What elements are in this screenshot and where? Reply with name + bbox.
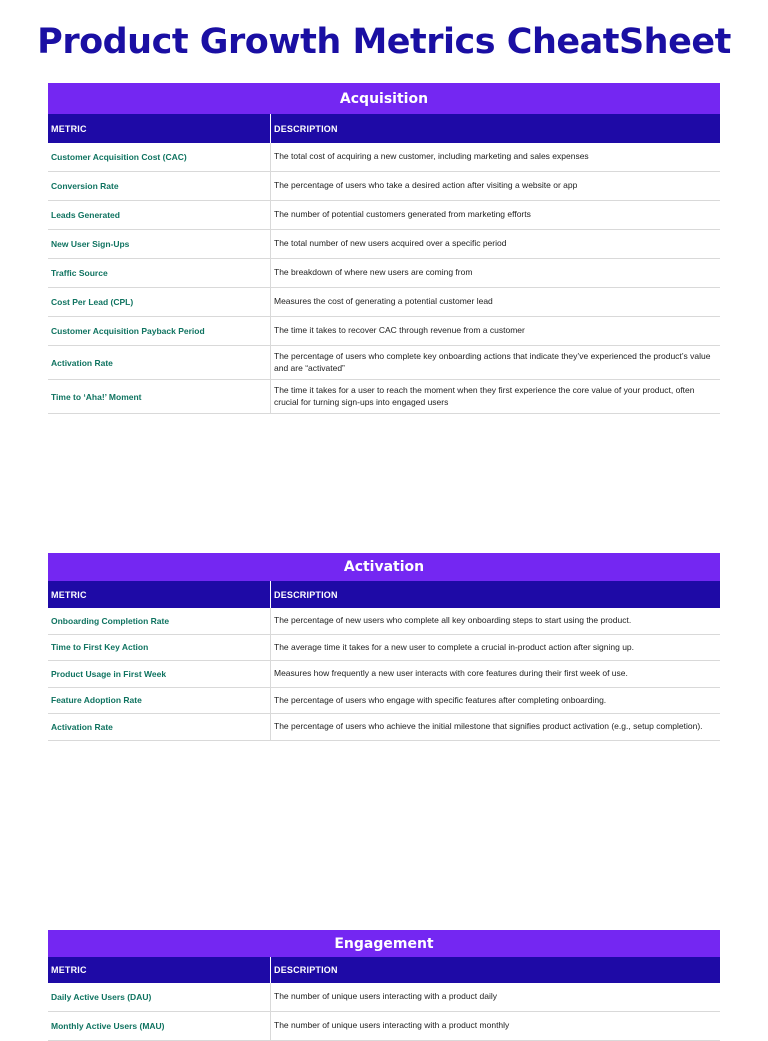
- table-row: [48, 201, 720, 230]
- metric-name: Daily Active Users (DAU): [48, 983, 271, 1011]
- metric-name: New User Sign-Ups: [48, 230, 271, 258]
- table-row: [48, 288, 720, 317]
- metric-description: The time it takes for a user to reach the moment when they first experience the core value of your product, often crucial for turning sign-ups into engaged users: [274, 385, 695, 407]
- metric-name: Activation Rate: [48, 346, 271, 379]
- metric-description: The average time it takes for a new user to complete a crucial in-product action after signing up.: [274, 641, 635, 652]
- metric-description: The number of potential customers generated from marketing efforts: [274, 209, 531, 220]
- table-row: [48, 688, 720, 715]
- table-row: [48, 317, 720, 346]
- metric-name: Customer Acquisition Cost (CAC): [48, 143, 271, 171]
- table-row: [48, 346, 720, 380]
- table-row: [48, 380, 720, 414]
- metric-description: The percentage of users who take a desired action after visiting a website or app: [274, 180, 578, 191]
- metric-name: Feature Adoption Rate: [48, 688, 271, 714]
- metric-name: Customer Acquisition Payback Period: [48, 317, 271, 345]
- section-header: Activation: [48, 553, 720, 581]
- metric-description: The total number of new users acquired over a specific period: [274, 238, 507, 249]
- metric-description: The number of unique users interacting with a product monthly: [274, 1020, 510, 1031]
- description-column-header: DESCRIPTION: [274, 123, 338, 134]
- metric-name: Activation Rate: [48, 714, 271, 740]
- table-row: [48, 608, 720, 635]
- metric-column-header: METRIC: [48, 957, 271, 983]
- engagement-section: [48, 930, 720, 1041]
- metric-name: Cost Per Lead (CPL): [48, 288, 271, 316]
- table-row: [48, 259, 720, 288]
- metric-column-header: METRIC: [48, 114, 271, 143]
- metric-description: The breakdown of where new users are coming from: [274, 267, 473, 278]
- metric-description: The total cost of acquiring a new customer, including marketing and sales expenses: [274, 151, 589, 162]
- metric-description: The time it takes to recover CAC through revenue from a customer: [274, 325, 525, 336]
- section-header: Acquisition: [48, 83, 720, 114]
- metric-name: Time to ‘Aha!’ Moment: [48, 380, 271, 413]
- acquisition-section: [48, 83, 720, 414]
- metric-description: The percentage of users who engage with specific features after completing onboarding.: [274, 694, 607, 705]
- metric-name: Monthly Active Users (MAU): [48, 1012, 271, 1040]
- metric-description: The number of unique users interacting with a product daily: [274, 991, 498, 1002]
- metric-name: Onboarding Completion Rate: [48, 608, 271, 634]
- table-row: [48, 635, 720, 662]
- metric-name: Time to First Key Action: [48, 635, 271, 661]
- column-header-row: [48, 114, 720, 143]
- activation-section: [48, 553, 720, 741]
- description-column-header: DESCRIPTION: [274, 589, 338, 600]
- table-row: [48, 661, 720, 688]
- page-title: Product Growth Metrics CheatSheet: [37, 22, 731, 62]
- metric-column-header: METRIC: [48, 581, 271, 608]
- metric-name: Conversion Rate: [48, 172, 271, 200]
- metric-description: The percentage of new users who complete all key onboarding steps to start using the product.: [274, 615, 632, 626]
- table-row: [48, 143, 720, 172]
- table-row: [48, 714, 720, 741]
- section-header: Engagement: [48, 930, 720, 957]
- metric-description: Measures how frequently a new user interacts with core features during their first week of use.: [274, 668, 628, 679]
- metric-name: Leads Generated: [48, 201, 271, 229]
- description-column-header: DESCRIPTION: [274, 965, 338, 975]
- metric-description: The percentage of users who achieve the initial milestone that signifies product activation (e.g., setup completion).: [274, 721, 703, 732]
- metric-name: Traffic Source: [48, 259, 271, 287]
- metric-description: Measures the cost of generating a potential customer lead: [274, 296, 493, 307]
- column-header-row: [48, 581, 720, 608]
- column-header-row: [48, 957, 720, 983]
- table-row: [48, 172, 720, 201]
- table-row: [48, 230, 720, 259]
- table-row: [48, 983, 720, 1012]
- metric-description: The percentage of users who complete key onboarding actions that indicate they’ve experienced the product’s value and are “activated”: [274, 351, 711, 373]
- table-row: [48, 1012, 720, 1041]
- metric-name: Product Usage in First Week: [48, 661, 271, 687]
